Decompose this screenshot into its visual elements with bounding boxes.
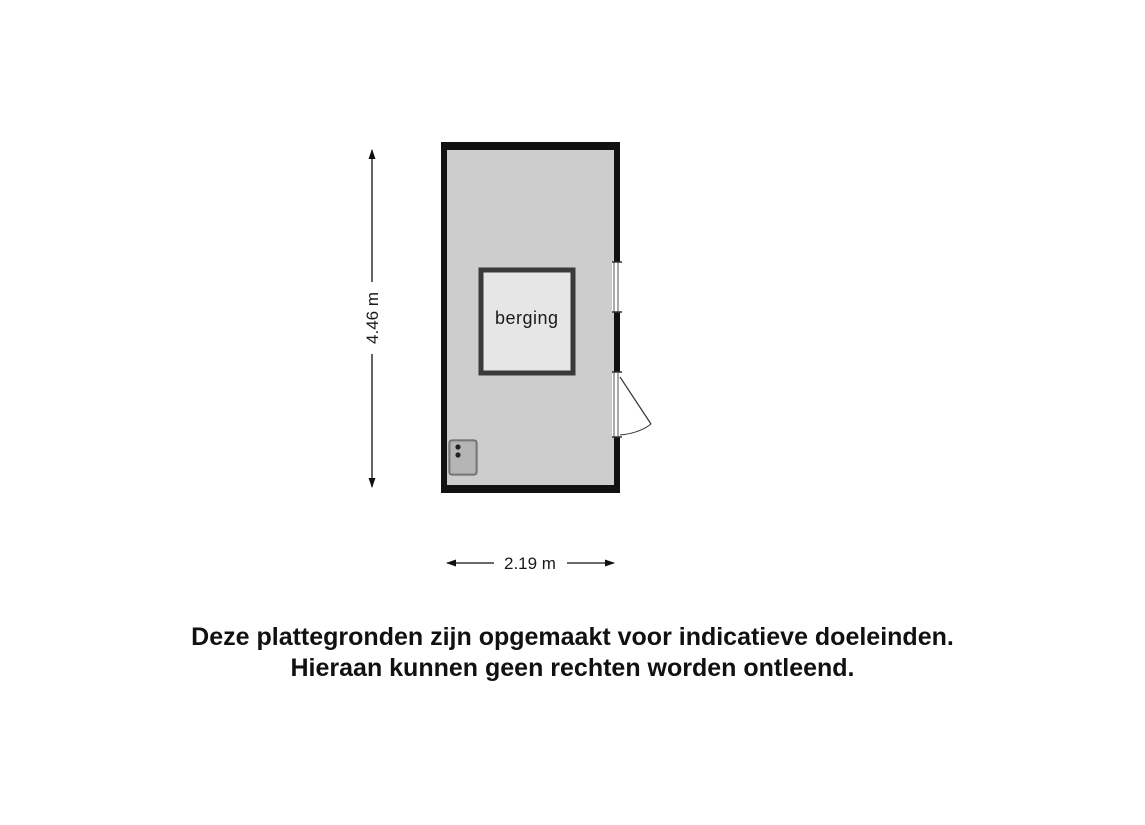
width-dimension-label: 2.19 m — [504, 554, 556, 573]
height-dimension-label: 4.46 m — [363, 292, 382, 344]
door — [612, 372, 651, 437]
disclaimer-line-1: Deze plattegronden zijn opgemaakt voor indicatieve doeleinden. — [191, 623, 954, 651]
window-opening — [612, 262, 622, 312]
width-dimension — [447, 554, 614, 573]
room-label: berging — [495, 308, 559, 328]
disclaimer-line-2: Hieraan kunnen geen rechten worden ontleend. — [290, 654, 855, 682]
door-swing-arc — [620, 424, 651, 435]
door-leaf — [620, 377, 651, 424]
height-dimension — [363, 150, 382, 487]
utility-appliance — [449, 440, 477, 475]
